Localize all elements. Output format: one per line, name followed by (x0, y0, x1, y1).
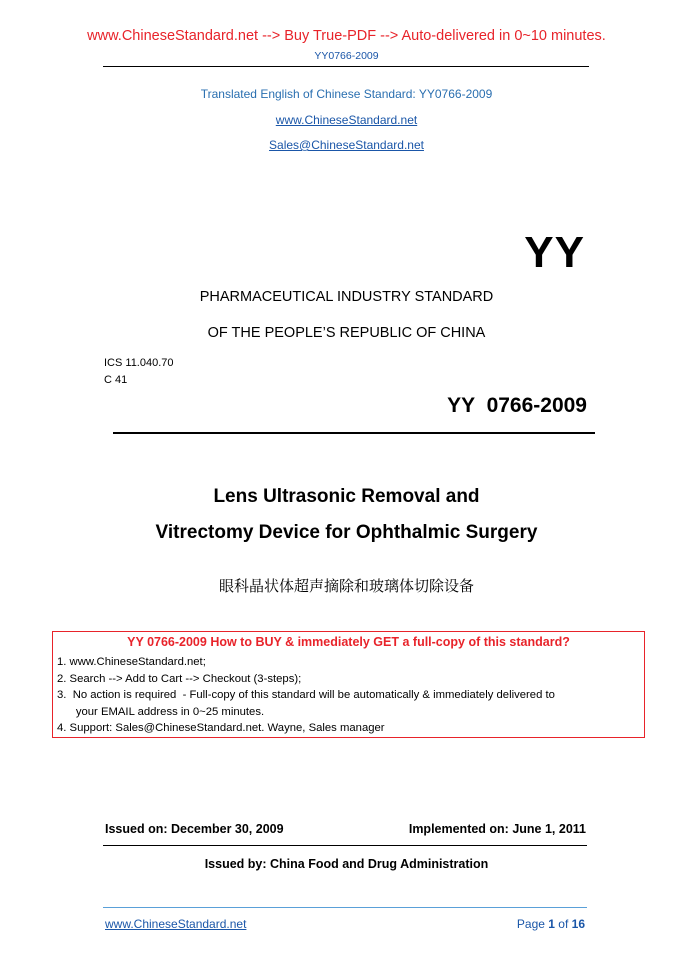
header-divider (103, 66, 589, 67)
ics-code: ICS 11.040.70 (104, 357, 174, 369)
standard-prefix: YY (524, 228, 585, 277)
top-banner[interactable]: www.ChineseStandard.net --> Buy True-PDF --> Auto-delivered in 0~10 minutes. (87, 28, 606, 44)
title-chinese: 眼科晶状体超声摘除和玻璃体切除设备 (218, 577, 474, 595)
ccs-code: C 41 (104, 374, 128, 386)
purchase-steps-list (57, 654, 555, 737)
page-total: 16 (571, 917, 585, 931)
website-link[interactable]: www.ChineseStandard.net (275, 113, 418, 127)
purchase-step: 4. Support: Sales@ChineseStandard.net. Wayne, Sales manager (57, 722, 385, 734)
purchase-step: your EMAIL address in 0~25 minutes. (57, 705, 265, 718)
website-link-row (0, 111, 693, 129)
page-label: Page (516, 917, 549, 931)
purchase-box (52, 631, 645, 738)
issued-date: Issued on: December 30, 2009 (105, 822, 284, 836)
classification-codes (104, 355, 174, 389)
title-line2: Vitrectomy Device for Ophthalmic Surgery (155, 522, 538, 543)
translated-notice: Translated English of Chinese Standard: YY0766-2009 (200, 87, 493, 101)
standard-type-line2: OF THE PEOPLE’S REPUBLIC OF CHINA (207, 325, 486, 341)
standard-number: YY 0766-2009 (447, 394, 587, 417)
issuer: Issued by: China Food and Drug Administration (204, 857, 489, 871)
page-indicator (517, 917, 585, 931)
title-line1: Lens Ultrasonic Removal and (213, 486, 480, 507)
standard-type-line1: PHARMACEUTICAL INDUSTRY STANDARD (199, 289, 494, 305)
header-doc-code: YY0766-2009 (314, 50, 379, 62)
purchase-step[interactable]: 1. www.ChineseStandard.net; (57, 656, 206, 668)
footer-divider (103, 907, 587, 908)
page-current: 1 (548, 917, 555, 931)
purchase-box-heading: YY 0766-2009 How to BUY & immediately GET a full-copy of this standard? (127, 635, 570, 649)
purchase-step: 2. Search --> Add to Cart --> Checkout (3-steps); (57, 672, 302, 685)
page-of: of (554, 917, 572, 931)
implemented-date: Implemented on: June 1, 2011 (408, 822, 586, 836)
dates-divider (103, 845, 587, 846)
email-link[interactable]: Sales@ChineseStandard.net (269, 138, 424, 152)
purchase-step: 3. No action is required - Full-copy of this standard will be automatically & immediately delivered to (57, 689, 555, 701)
standard-number-divider (113, 432, 595, 434)
email-link-row (0, 136, 693, 154)
footer-website-link[interactable]: www.ChineseStandard.net (105, 917, 247, 931)
